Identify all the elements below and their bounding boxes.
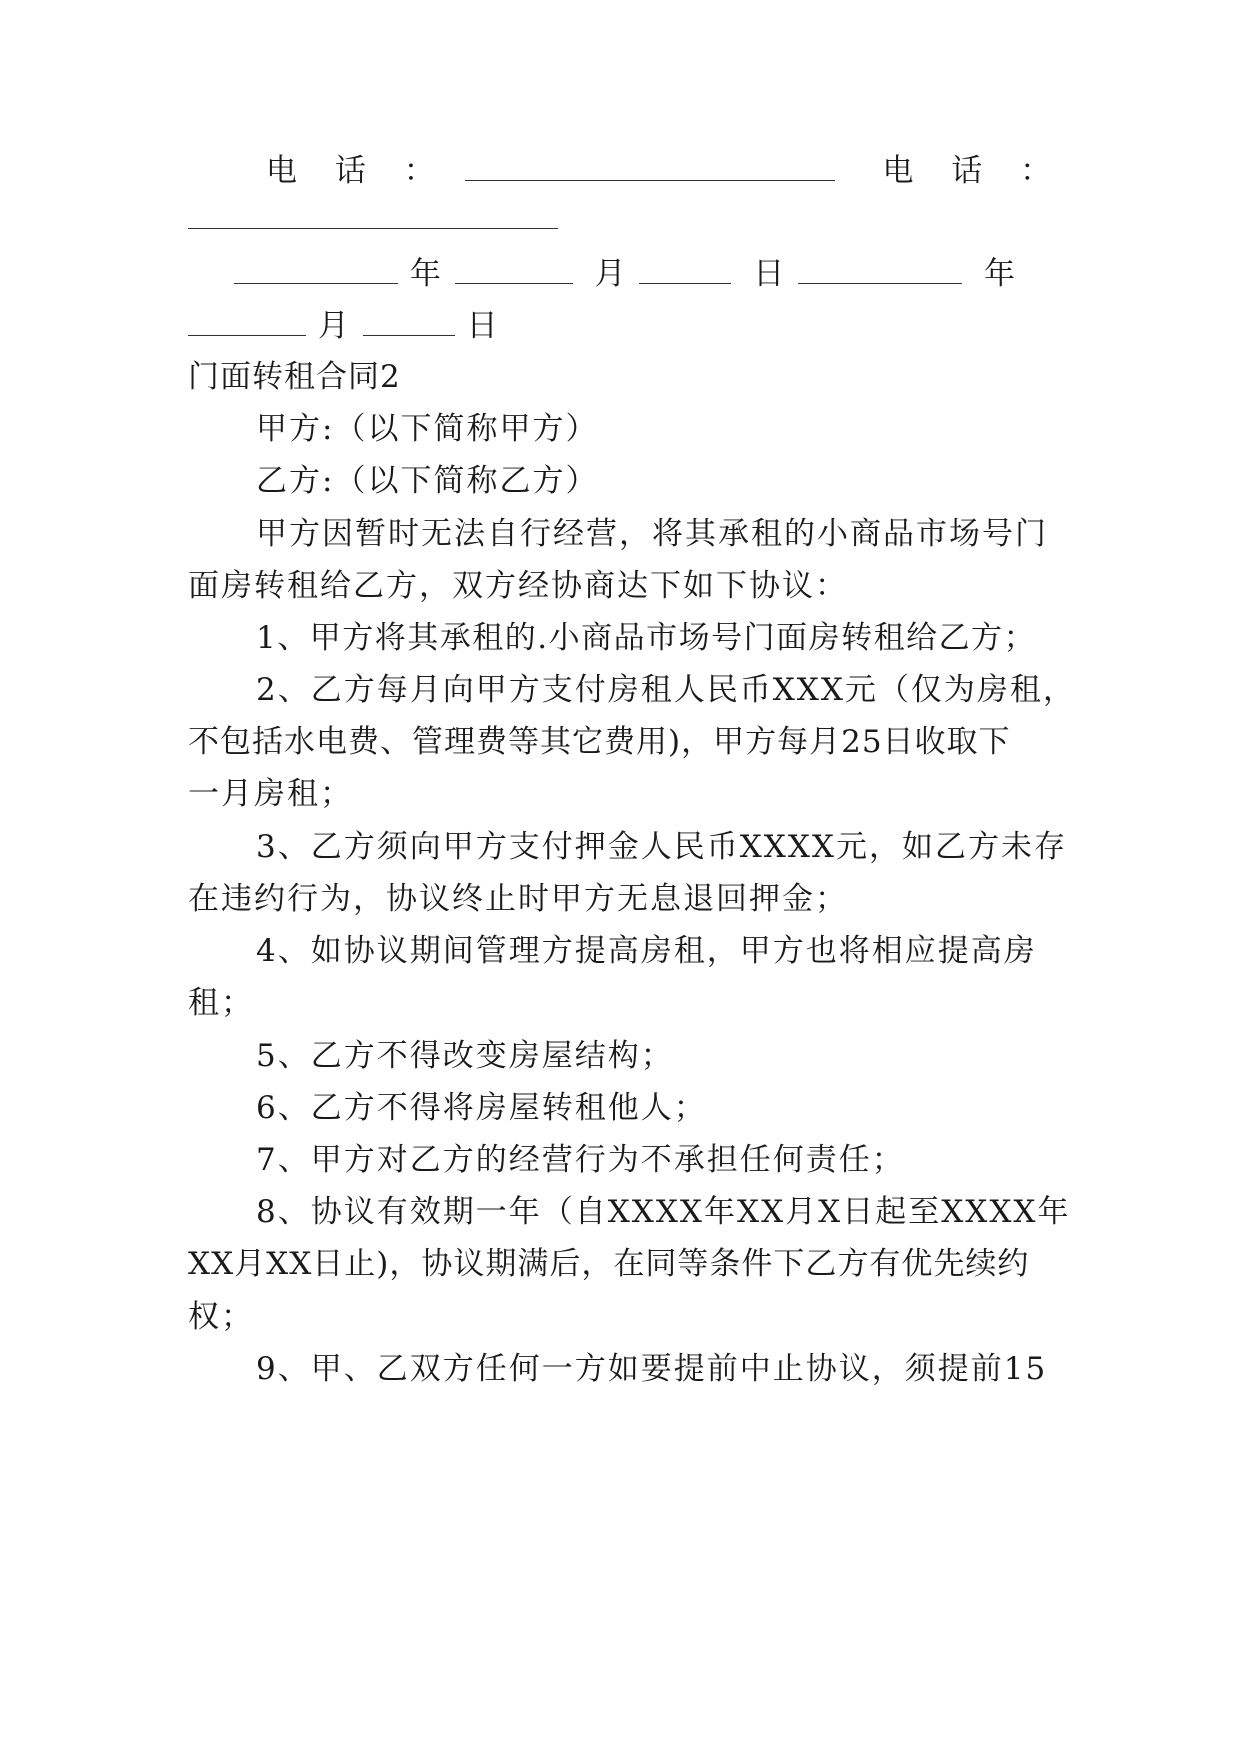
day-blank-b	[363, 305, 455, 336]
page-title: 门面转租合同2	[188, 359, 401, 395]
clause-8-line-2: XX月XX日止)，协议期满后，在同等条件下乙方有优先续约	[188, 1246, 1030, 1282]
date-line	[234, 253, 1018, 294]
clause-9-line-1: 9、甲、乙双方任何一方如要提前中止协议，须提前15	[256, 1351, 1048, 1387]
date-line-2	[188, 305, 1068, 346]
clause-7: 7、甲方对乙方的经营行为不承担任何责任；	[256, 1142, 905, 1178]
day-label-b: 日	[466, 308, 500, 344]
intro-line-1: 甲方因暂时无法自行经营，将其承租的小商品市场号门	[256, 516, 1048, 552]
party-b: 乙方:（以下简称乙方）	[256, 463, 599, 499]
clause-1: 1、甲方将其承租的.小商品市场号门面房转租给乙方；	[256, 620, 1037, 656]
day-blank-a	[639, 253, 731, 284]
year-label-b: 年	[984, 256, 1018, 292]
month-blank-b	[188, 305, 306, 336]
phone-blank-b	[188, 198, 558, 229]
phone-blank-line	[188, 198, 1068, 239]
clause-2-line-3: 一月房租；	[188, 776, 353, 812]
intro-line-2: 面房转租给乙方，双方经协商达下如下协议：	[188, 568, 848, 604]
phone-line	[266, 150, 1066, 191]
clause-8-line-1: 8、协议有效期一年（自XXXX年XX月X日起至XXXX年	[256, 1194, 1071, 1230]
phone-label-b: 电 话 ：	[882, 153, 1066, 189]
clause-2-line-2: 不包括水电费、管理费等其它费用)，甲方每月25日收取下	[188, 724, 1011, 760]
year-blank-b	[798, 253, 962, 284]
phone-label-a: 电 话 ：	[266, 153, 449, 189]
month-label-b: 月	[317, 308, 351, 344]
day-label-a: 日	[753, 256, 787, 292]
clause-6: 6、乙方不得将房屋转租他人；	[256, 1090, 707, 1126]
year-blank-a	[234, 253, 398, 284]
clause-3-line-1: 3、乙方须向甲方支付押金人民币XXXX元，如乙方未存	[256, 829, 1067, 865]
clause-3-line-2: 在违约行为，协议终止时甲方无息退回押金；	[188, 881, 848, 917]
clause-2-line-1: 2、乙方每月向甲方支付房租人民币XXX元（仅为房租，	[256, 672, 1076, 708]
party-a: 甲方:（以下简称甲方）	[256, 411, 599, 447]
clause-5: 5、乙方不得改变房屋结构；	[256, 1038, 674, 1074]
clause-4-line-2: 租；	[188, 985, 254, 1021]
year-label-a: 年	[409, 256, 443, 292]
month-label-a: 月	[594, 256, 628, 292]
phone-blank-a	[465, 150, 835, 181]
month-blank-a	[455, 253, 573, 284]
clause-4-line-1: 4、如协议期间管理方提高房租，甲方也将相应提高房	[256, 933, 1037, 969]
clause-8-line-3: 权；	[188, 1299, 254, 1335]
